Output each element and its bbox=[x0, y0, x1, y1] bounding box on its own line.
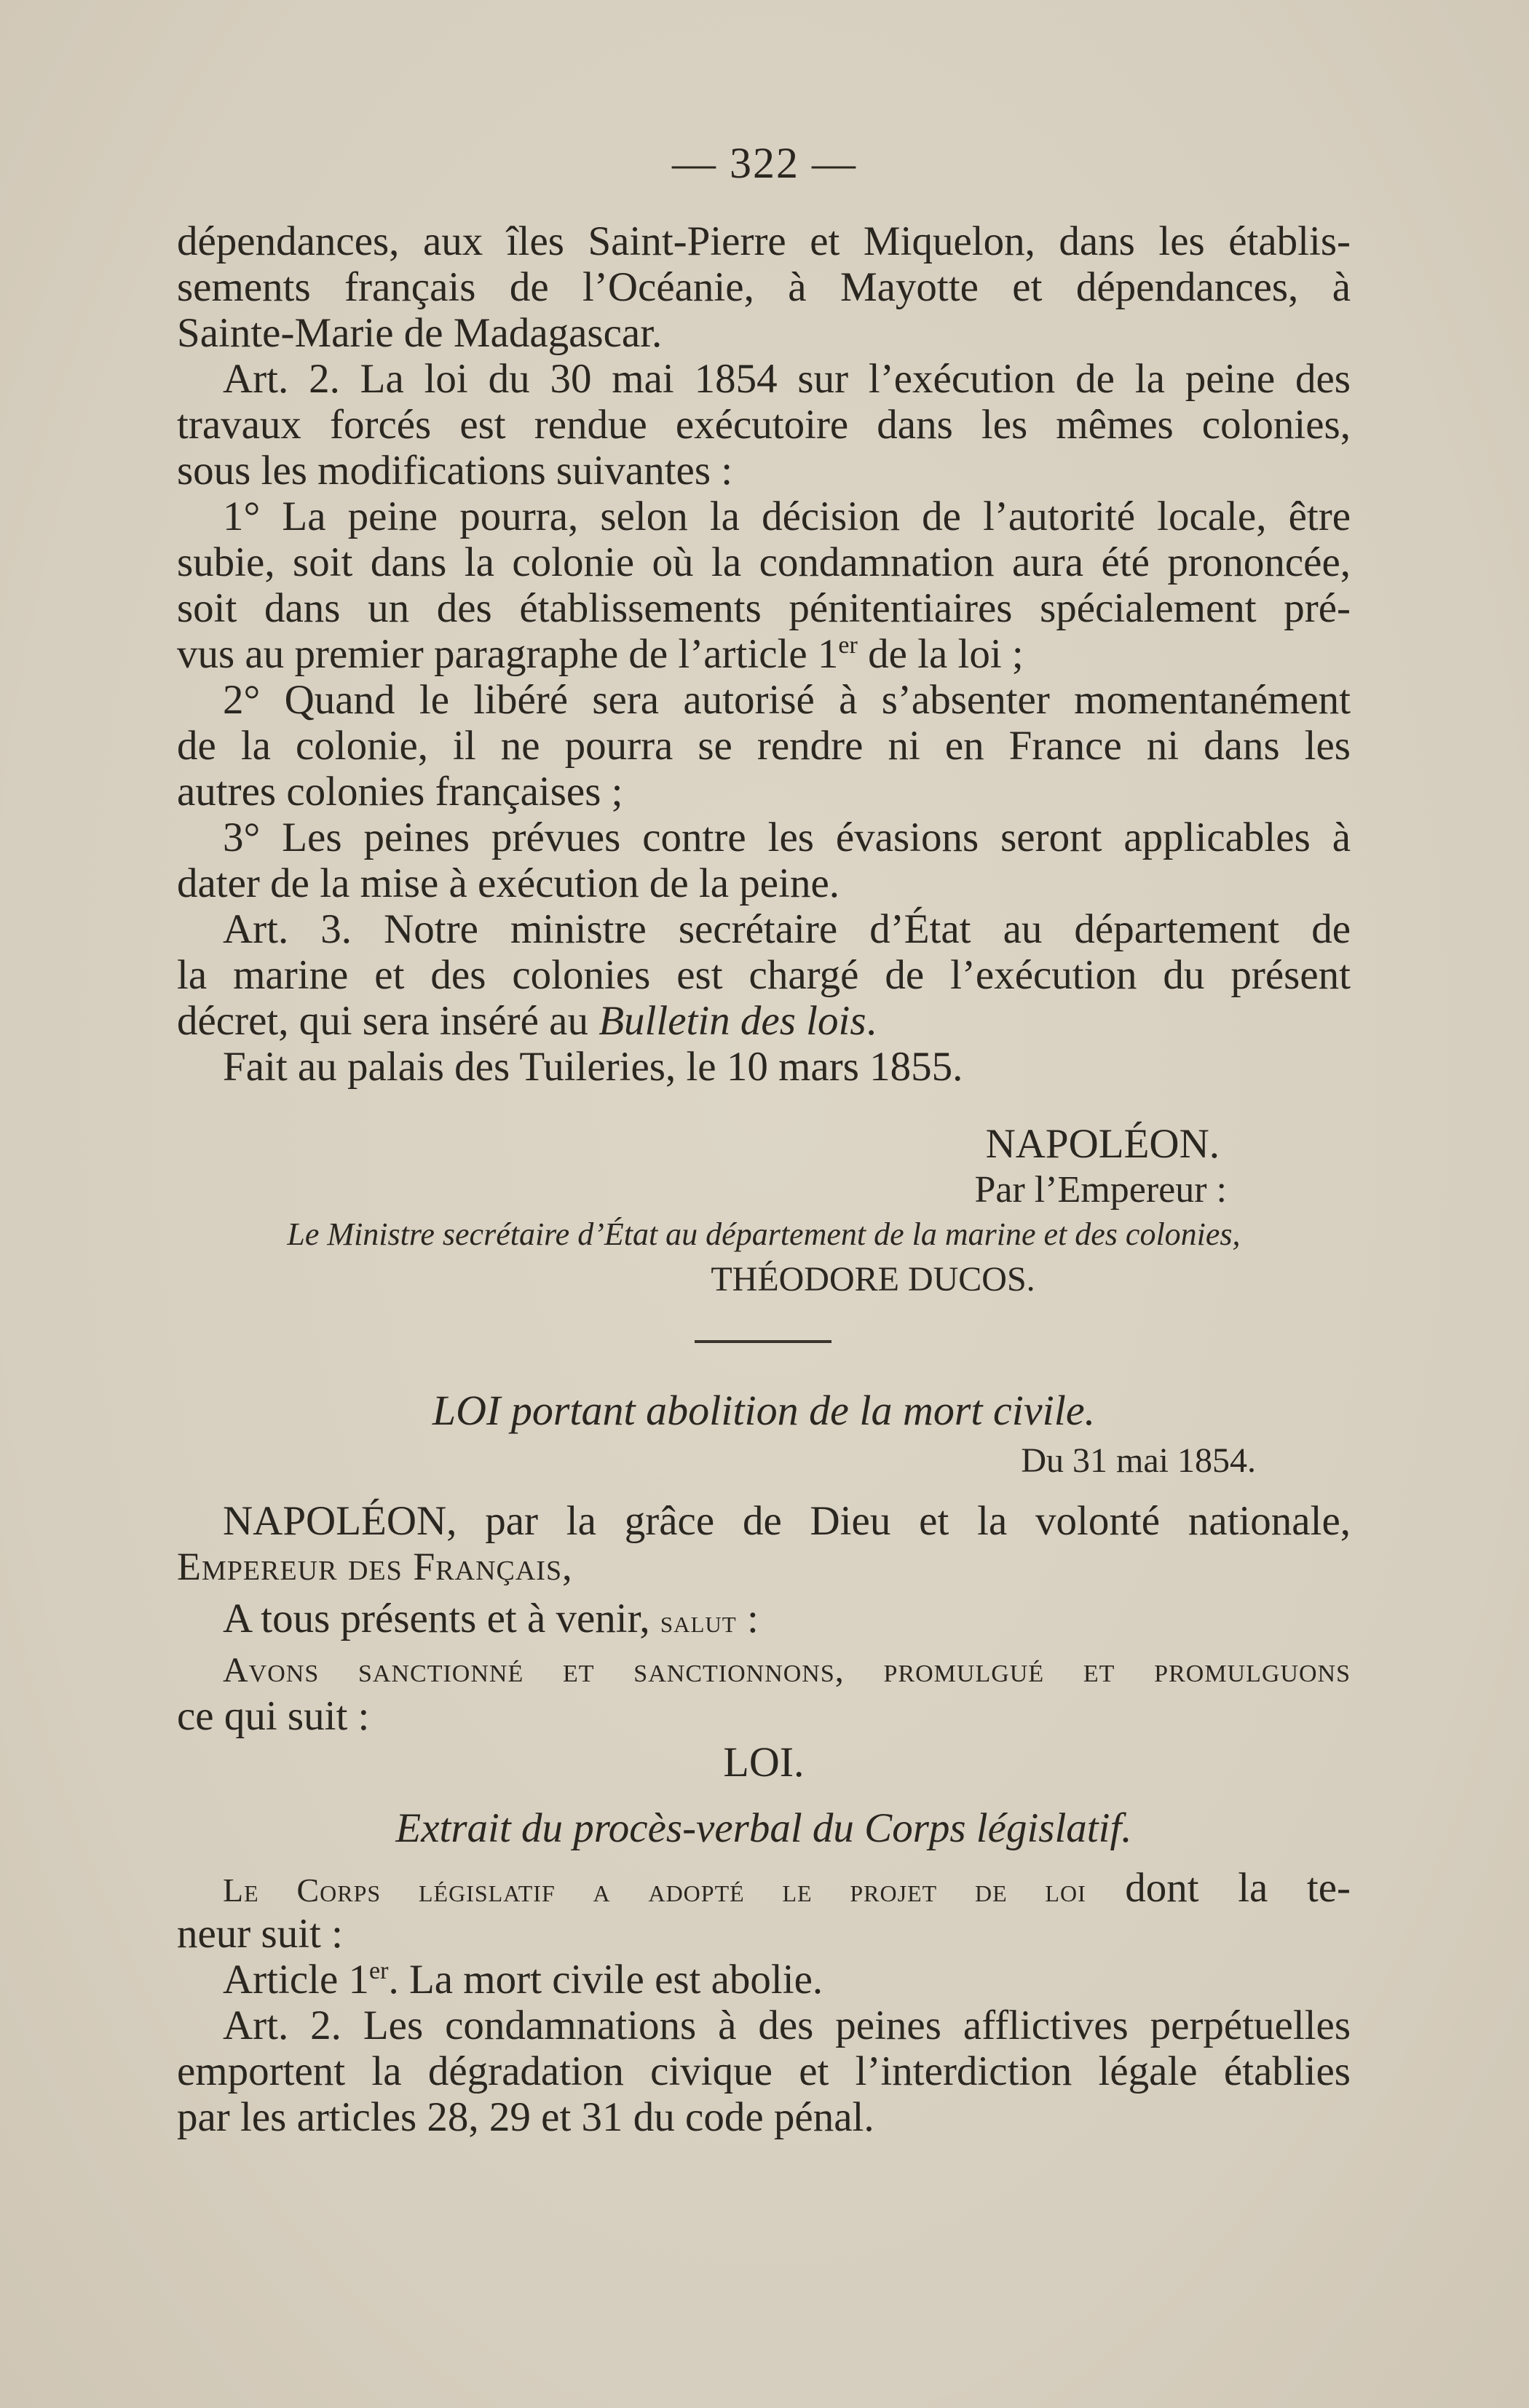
loi-title: LOI portant abolition de la mort civile. bbox=[432, 1387, 1096, 1434]
bulletin-title: Bulletin des lois bbox=[598, 998, 866, 1044]
corps-phrase: Le Corps législatif a adopté le projet de loi bbox=[223, 1872, 1086, 1909]
text-span: vus au premier paragraphe de l’article 1 bbox=[177, 631, 839, 677]
text-line bbox=[177, 631, 1351, 677]
text-span: décret, qui sera inséré au bbox=[177, 998, 599, 1044]
text-line: 2° Quand le libéré sera autorisé à s’absenter momentanément bbox=[223, 677, 1351, 723]
text-line bbox=[177, 998, 1351, 1044]
salut-line bbox=[177, 1596, 1351, 1641]
text-line: emportent la dégradation civique et l’interdiction légale établies bbox=[177, 2048, 1351, 2094]
text-line: Sainte-Marie de Madagascar. bbox=[177, 310, 663, 356]
text-line: Art. 3. Notre ministre secrétaire d’État au département de bbox=[223, 906, 1351, 952]
text-line: autres colonies françaises ; bbox=[177, 769, 623, 815]
text-line: Art. 2. Les condamnations à des peines afflictives perpétuelles bbox=[223, 2003, 1351, 2048]
text-line: de la colonie, il ne pourra se rendre ni en France ni dans les bbox=[177, 723, 1351, 769]
par-empereur: Par l’Empereur : bbox=[974, 1169, 1227, 1211]
signature-block bbox=[177, 1121, 1351, 1302]
text-line: NAPOLÉON, par la grâce de Dieu et la volonté nationale, bbox=[223, 1498, 1351, 1544]
text-line bbox=[177, 1957, 1351, 2003]
text-span: de la loi ; bbox=[857, 631, 1024, 677]
text-span: . bbox=[866, 998, 877, 1044]
loi-section bbox=[177, 1383, 1351, 2140]
text-line: par les articles 28, 29 et 31 du code pénal. bbox=[177, 2094, 874, 2140]
text-line: ce qui suit : bbox=[177, 1693, 370, 1739]
text-span: dont la te- bbox=[1086, 1865, 1351, 1911]
text-span: Article 1 bbox=[223, 1957, 370, 2003]
ministre-line: Le Ministre secrétaire d’État au département de la marine et des colonies, bbox=[287, 1216, 1241, 1252]
text-line: Art. 2. La loi du 30 mai 1854 sur l’exécution de la peine des bbox=[223, 356, 1351, 402]
text-line: sements français de l’Océanie, à Mayotte et dépendances, à bbox=[177, 264, 1351, 310]
signature-text: NAPOLÉON. bbox=[985, 1121, 1220, 1167]
text-span: A tous présents et à venir, bbox=[223, 1596, 660, 1641]
extrait-heading: Extrait du procès-verbal du Corps législatif. bbox=[395, 1805, 1132, 1851]
loi-date: Du 31 mai 1854. bbox=[1021, 1441, 1256, 1480]
text-span: : bbox=[736, 1596, 759, 1641]
signature-napoleon bbox=[177, 1121, 1351, 1167]
text-line: Empereur des Français, bbox=[177, 1545, 573, 1588]
text-line: 3° Les peines prévues contre les évasions seront applicables à bbox=[223, 815, 1351, 860]
section-divider bbox=[695, 1340, 831, 1343]
text-line: 1° La peine pourra, selon la décision de l’autorité locale, être bbox=[223, 494, 1351, 539]
text-line: dater de la mise à exécution de la peine. bbox=[177, 860, 839, 906]
text-line bbox=[177, 1865, 1351, 1911]
text-line: la marine et des colonies est chargé de l’exécution du présent bbox=[177, 952, 1351, 998]
salut-word: salut bbox=[660, 1604, 737, 1639]
signature-ducos: THÉODORE DUCOS. bbox=[711, 1260, 1035, 1299]
superscript: er bbox=[838, 632, 858, 659]
loi-heading: LOI. bbox=[723, 1738, 805, 1786]
decree-body bbox=[177, 218, 1351, 1090]
text-line: sous les modifications suivantes : bbox=[177, 448, 733, 494]
text-line: dépendances, aux îles Saint-Pierre et Miquelon, dans les établis- bbox=[177, 218, 1351, 264]
text-line: Avons sanctionné et sanctionnons, promulgué et promulguons bbox=[223, 1651, 1351, 1690]
fait-line: Fait au palais des Tuileries, le 10 mars 1855. bbox=[223, 1044, 963, 1090]
text-line: travaux forcés est rendue exécutoire dans les mêmes colonies, bbox=[177, 402, 1351, 448]
text-line: neur suit : bbox=[177, 1911, 343, 1957]
text-line: soit dans un des établissements pénitentiaires spécialement pré- bbox=[177, 585, 1351, 631]
superscript: er bbox=[369, 1957, 389, 1984]
page-number: — 322 — bbox=[672, 139, 857, 187]
text-line: subie, soit dans la colonie où la condamnation aura été prononcée, bbox=[177, 539, 1351, 585]
text-span: . La mort civile est abolie. bbox=[388, 1957, 823, 2003]
